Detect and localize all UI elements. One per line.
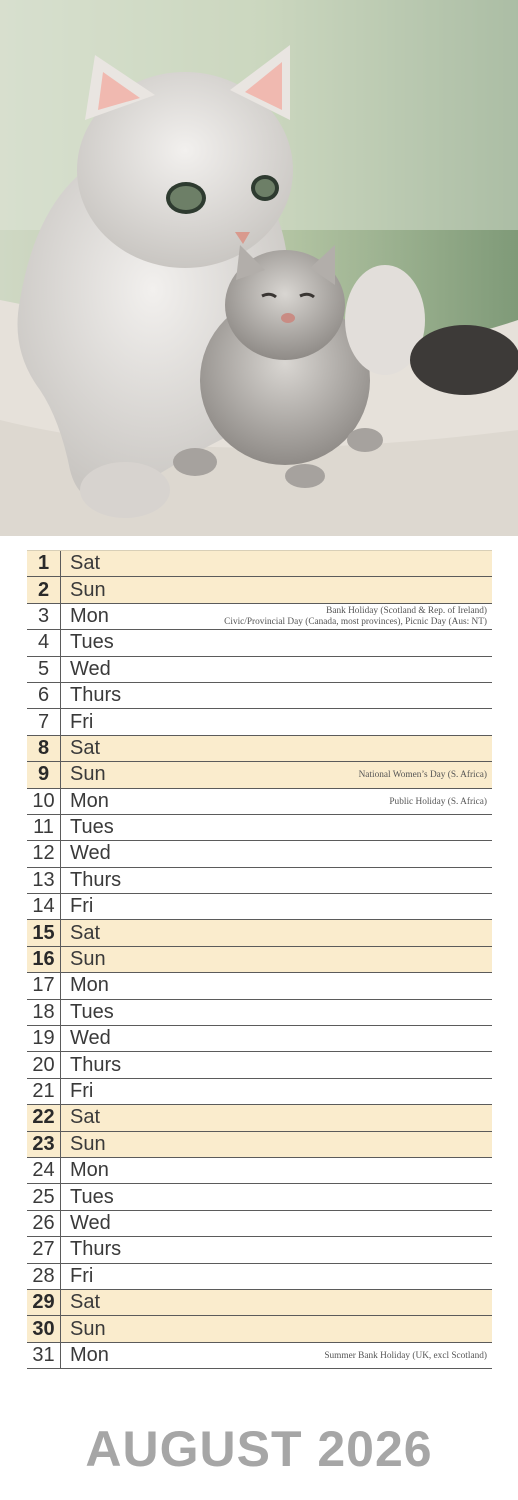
holiday-note [359,763,487,788]
day-name: Thurs [70,1053,122,1076]
day-number: 2 [27,577,61,602]
day-name: Sat [70,736,101,759]
day-row [27,894,492,920]
day-row [27,1343,492,1369]
day-name: Sun [70,1132,106,1155]
day-name: Thurs [70,1238,122,1261]
day-number: 8 [27,736,61,761]
day-row [27,1052,492,1078]
day-name: Thurs [70,868,122,891]
day-row [27,1105,492,1131]
day-number: 26 [27,1211,61,1236]
day-number: 17 [27,973,61,998]
day-row [27,1184,492,1210]
day-row [27,736,492,762]
day-row [27,1158,492,1184]
day-name: Sun [70,948,106,971]
day-name: Sun [70,763,106,786]
day-number: 24 [27,1158,61,1183]
day-number: 16 [27,947,61,972]
day-number: 25 [27,1184,61,1209]
day-name: Wed [70,842,111,865]
day-number: 19 [27,1026,61,1051]
day-number: 23 [27,1132,61,1157]
day-name: Fri [70,1080,94,1102]
cat-photo [0,0,518,536]
day-row [27,920,492,946]
month-title: AUGUST 2026 [85,1421,433,1477]
day-row [27,709,492,735]
day-row [27,973,492,999]
day-name: Sun [70,1317,106,1340]
day-number: 6 [27,683,61,708]
day-row [27,1000,492,1026]
day-number: 3 [27,604,61,629]
day-row [27,551,492,577]
day-number: 18 [27,1000,61,1025]
day-name: Mon [70,1159,109,1182]
day-name: Sat [70,1106,101,1129]
day-number: 14 [27,894,61,919]
day-number: 1 [27,551,61,576]
day-row [27,1211,492,1237]
day-number: 22 [27,1105,61,1130]
day-row [27,1237,492,1263]
day-number: 7 [27,709,61,734]
day-row [27,630,492,656]
day-name: Thurs [70,684,122,707]
holiday-note-line: Summer Bank Holiday (UK, excl Scotland) [324,1350,487,1361]
day-number: 9 [27,762,61,787]
day-name: Wed [70,657,111,680]
holiday-note-line: Civic/Provincial Day (Canada, most provinces), Picnic Day (Aus: NT) [224,617,487,628]
day-row [27,1026,492,1052]
day-number: 13 [27,868,61,893]
holiday-note-line: Bank Holiday (Scotland & Rep. of Ireland) [326,606,487,617]
day-name: Sat [70,1291,101,1314]
day-number: 27 [27,1237,61,1262]
day-name: Fri [70,710,94,733]
day-number: 12 [27,841,61,866]
day-row [27,1079,492,1105]
day-number: 31 [27,1343,61,1368]
day-row [27,815,492,841]
day-row [27,762,492,788]
day-name: Wed [70,1027,111,1050]
holiday-note-line: National Women’s Day (S. Africa) [358,770,487,781]
day-number: 5 [27,657,61,682]
day-name: Mon [70,974,109,997]
day-number: 29 [27,1290,61,1315]
day-number: 15 [27,920,61,945]
holiday-note [324,1344,487,1369]
day-row [27,1290,492,1316]
day-name: Mon [70,1343,109,1366]
day-name: Sat [70,552,101,575]
day-name: Tues [70,1185,114,1208]
day-row [27,947,492,973]
day-number: 10 [27,789,61,814]
day-number: 30 [27,1316,61,1341]
day-row [27,1264,492,1290]
day-name: Tues [70,816,114,839]
day-row [27,789,492,815]
day-row [27,657,492,683]
day-row [27,604,492,630]
day-number: 4 [27,630,61,655]
day-name: Tues [70,1000,114,1023]
calendar-list [27,550,492,1369]
day-name: Sun [70,578,106,601]
holiday-note [389,790,487,815]
day-number: 21 [27,1079,61,1104]
day-name: Wed [70,1211,111,1234]
day-name: Tues [70,631,114,654]
day-row [27,841,492,867]
day-name: Fri [70,1264,94,1287]
day-row [27,683,492,709]
day-number: 20 [27,1052,61,1077]
day-number: 28 [27,1264,61,1289]
day-row [27,1316,492,1342]
holiday-note-line: Public Holiday (S. Africa) [389,796,487,807]
holiday-note [224,605,487,630]
day-name: Sat [70,921,101,944]
day-name: Fri [70,895,94,918]
day-name: Mon [70,789,109,812]
day-name: Mon [70,604,109,627]
day-number: 11 [27,815,61,840]
day-row [27,1132,492,1158]
day-row [27,868,492,894]
day-row [27,577,492,603]
